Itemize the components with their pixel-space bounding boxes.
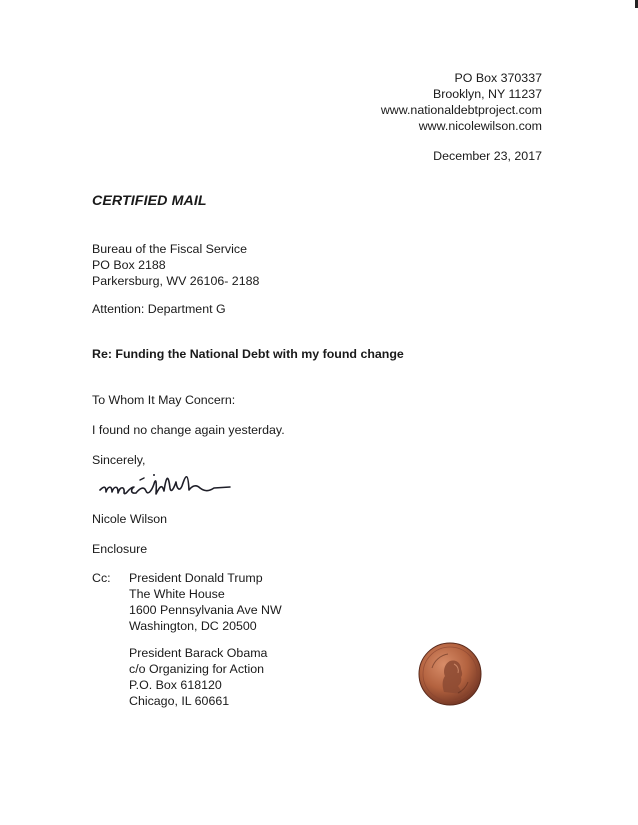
cc-recipient-line: President Barack Obama: [129, 646, 268, 660]
penny-coin-icon: [418, 642, 482, 706]
recipient-line: Bureau of the Fiscal Service: [92, 242, 247, 256]
letter-date: December 23, 2017: [433, 149, 542, 163]
recipient-address: [92, 241, 259, 289]
closing: Sincerely,: [92, 453, 146, 467]
sender-address-line: PO Box 370337: [454, 71, 542, 85]
body-text: I found no change again yesterday.: [92, 423, 285, 437]
cc-recipient-line: P.O. Box 618120: [129, 678, 222, 692]
cc-recipient-line: c/o Organizing for Action: [129, 662, 264, 676]
sender-website: www.nicolewilson.com: [418, 119, 542, 133]
cc-recipient-line: Chicago, IL 60661: [129, 694, 230, 708]
certified-mail-heading: CERTIFIED MAIL: [92, 193, 207, 209]
salutation: To Whom It May Concern:: [92, 393, 236, 407]
sender-address-line: Brooklyn, NY 11237: [432, 87, 542, 101]
attention-line: Attention: Department G: [92, 302, 226, 316]
cc-recipient-line: The White House: [129, 587, 225, 601]
cc-recipient-line: President Donald Trump: [129, 571, 263, 585]
sender-address: [381, 70, 542, 134]
signature-icon: [96, 466, 246, 506]
subject-line: Re: Funding the National Debt with my found change: [92, 347, 404, 361]
sender-website: www.nationaldebtproject.com: [380, 103, 542, 117]
enclosure-note: Enclosure: [92, 542, 148, 556]
recipient-line: Parkersburg, WV 26106- 2188: [92, 274, 260, 288]
recipient-line: PO Box 2188: [92, 258, 166, 272]
cc-recipient-line: Washington, DC 20500: [129, 619, 257, 633]
cc-label: Cc:: [92, 571, 111, 585]
signer-name: Nicole Wilson: [92, 512, 168, 526]
cc-recipient: [129, 570, 282, 634]
cc-recipient-line: 1600 Pennsylvania Ave NW: [129, 603, 282, 617]
cc-recipient: [129, 645, 267, 709]
